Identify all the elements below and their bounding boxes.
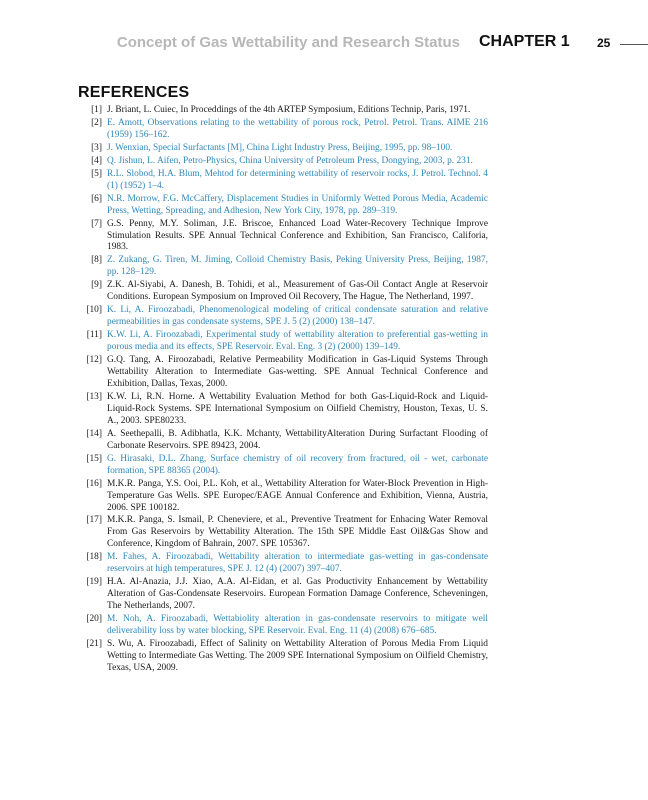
reference-text: H.A. Al-Anazia, J.J. Xiao, A.A. Al-Eidan, et al. Gas Productivity Enhancement by Wettability Alteration of Gas-Condensate Reservoirs. European Formation Damage Conference, Scheveningen, The Netherlands, 2007. bbox=[107, 577, 488, 612]
reference-item bbox=[74, 577, 488, 613]
reference-link-text[interactable]: Q. Jishun, L. Aifen, Petro-Physics, China University of Petroleum Press, Dongying, 2003, p. 231. bbox=[107, 155, 473, 166]
reference-text: S. Wu, A. Firoozabadi, Effect of Salinity on Wettability Alteration of Porous Media From Liquid Wetting to Intermediate Gas Wetting. The 2009 SPE International Symposium on Oilfield Chemistry, Texas, USA, 2009. bbox=[107, 638, 488, 673]
reference-number: [11] bbox=[86, 330, 102, 341]
reference-text: K.W. Li, R.N. Horne. A Wettability Evaluation Method for both Gas-Liquid-Rock and Liquid-Liquid-Rock Systems. SPE International Symposium on Oilfield Chemistry, Houston, Texas, U. S. A., 2003. SPE80233. bbox=[107, 391, 488, 426]
reference-text: J. Briant, L. Cuiec, In Proceddings of the 4th ARTEP Symposium, Editions Technip, Paris, 1971. bbox=[107, 105, 471, 115]
reference-text: M.K.R. Panga, Y.S. Ooi, P.L. Koh, et al., Wettability Alteration for Water-Block Prevention in High-Temperature Gas Wells. SPE Europec/EAGE Annual Conference and Exhibition, Vienna, Austria, 2006. SPE 100182. bbox=[107, 478, 488, 513]
reference-item bbox=[74, 219, 488, 255]
reference-number: [4] bbox=[91, 155, 102, 166]
reference-number: [14] bbox=[86, 428, 102, 439]
reference-link-text[interactable]: N.R. Morrow, F.G. McCaffery, Displacement Studies in Uniformly Wetted Porous Media, Academic Press, Wetting, Spreading, and Adhesion, New York City, 1978, pp. 289–319. bbox=[107, 193, 488, 216]
reference-number: [7] bbox=[91, 218, 102, 229]
reference-number: [19] bbox=[86, 577, 102, 588]
reference-text: M.K.R. Panga, S. Ismail, P. Cheneviere, et al., Preventive Treatment for Enhacing Water Removal From Gas Reservoirs by Wettability Alteration. The 15th SPE Middle East Oil&Gas Show and Conference, Kingdom of Bahrain, 2007. SPE 105367. bbox=[107, 515, 488, 550]
reference-link-text[interactable]: K.W. Li, A. Firoozabadi, Experimental study of wettability alteration to preferential gas-wetting in porous media and its effects, SPE Reservoir. Eval. Eng. 3 (2) (2000) 139–149. bbox=[107, 330, 488, 353]
reference-item[interactable] bbox=[74, 454, 488, 478]
reference-item[interactable] bbox=[74, 169, 488, 193]
reference-number: [10] bbox=[86, 305, 102, 316]
reference-text: G.Q. Tang, A. Firoozabadi, Relative Permeability Modification in Gas-Liquid Systems Through Wettability Alteration to Intermediate Gas-wetting. SPE Annual Technical Conference and Exhibition, Dallas, Texas, 2000. bbox=[107, 355, 488, 389]
reference-number: [17] bbox=[86, 515, 102, 526]
reference-item bbox=[74, 515, 488, 551]
reference-link-text[interactable]: Z. Zukang, G. Tiren, M. Jiming, Colloid Chemistry Basis, Peking University Press, Beijing, 1987, pp. 128–129. bbox=[107, 255, 488, 278]
header-rule bbox=[620, 44, 648, 45]
reference-item bbox=[74, 355, 488, 391]
reference-item[interactable] bbox=[74, 552, 488, 576]
reference-number: [16] bbox=[86, 478, 102, 489]
reference-text: Z.K. Al-Siyabi, A. Danesh, B. Tohidi, et al., Measurement of Gas-Oil Contact Angle at Reservoir Conditions. European Symposium on Improved Oil Recovery, The Hague, The Netherland, 1997. bbox=[107, 280, 488, 303]
reference-link-text[interactable]: R.L. Slobod, H.A. Blum, Mehtod for determining wettability of reservoir rocks, J. Petrol. Technol. 4 (1) (1952) 1–4. bbox=[107, 168, 488, 191]
reference-item[interactable] bbox=[74, 194, 488, 218]
reference-item bbox=[74, 479, 488, 515]
reference-link-text[interactable]: M. Noh, A. Firoozabadi, Wettabiolity alteration in gas-condensate reservoirs to mitigate well deliverability loss by water blocking, SPE Reservoir. Eval. Eng. 11 (4) (2008) 676–685. bbox=[107, 614, 488, 637]
reference-list bbox=[74, 105, 488, 676]
reference-item bbox=[74, 429, 488, 453]
reference-number: [5] bbox=[91, 168, 102, 179]
reference-item bbox=[74, 639, 488, 675]
reference-number: [15] bbox=[86, 453, 102, 464]
reference-number: [18] bbox=[86, 552, 102, 563]
reference-number: [1] bbox=[91, 105, 102, 115]
reference-item bbox=[74, 392, 488, 428]
reference-number: [8] bbox=[91, 255, 102, 266]
reference-number: [9] bbox=[91, 280, 102, 291]
reference-link-text[interactable]: K. Li, A. Firoozabadi, Phenomenological modeling of critical condensate saturation and relative permeabilities in gas condensate systems, SPE J. 5 (2) (2000) 138–147. bbox=[107, 305, 488, 328]
reference-link-text[interactable]: E. Amott, Observations relating to the wettability of porous rock, Petrol. Petrol. Trans. AIME 216 (1959) 156–162. bbox=[107, 117, 488, 140]
reference-item[interactable] bbox=[74, 330, 488, 354]
reference-item[interactable] bbox=[74, 305, 488, 329]
page-number: 25 bbox=[597, 36, 611, 50]
reference-number: [6] bbox=[91, 193, 102, 204]
reference-item[interactable] bbox=[74, 614, 488, 638]
reference-text: A. Seethepalli, B. Adibhatla, K.K. Mchanty, WettabilityAlteration During Surfactant Flooding of Carbonate Reservoirs. SPE 89423, 2004. bbox=[107, 428, 488, 451]
running-header-title: Concept of Gas Wettability and Research Status bbox=[116, 34, 460, 51]
reference-item[interactable] bbox=[74, 118, 488, 142]
reference-number: [3] bbox=[91, 142, 102, 153]
reference-link-text[interactable]: M. Fahes, A. Firoozabadi, Wettability alteration to intermediate gas-wetting in gas-condensate reservoirs at high temperatures, SPE J. 12 (4) (2007) 397–407. bbox=[107, 552, 488, 575]
reference-text: G.S. Penny, M.Y. Soliman, J.E. Briscoe, Enhanced Load Water-Recovery Technique Improve Stimulation Results. SPE Annual Technical Conference and Exhibition, San Francisco, Califoria, 1983. bbox=[107, 218, 488, 253]
reference-link-text[interactable]: J. Wenxian, Special Surfactants [M], China Light Industry Press, Beijing, 1995, pp. 98–100. bbox=[107, 142, 453, 153]
references-heading: REFERENCES bbox=[78, 84, 190, 101]
reference-number: [20] bbox=[86, 614, 102, 625]
reference-item[interactable] bbox=[74, 255, 488, 279]
reference-item bbox=[74, 105, 488, 117]
chapter-label: CHAPTER 1 bbox=[479, 33, 570, 50]
reference-number: [2] bbox=[91, 117, 102, 128]
reference-number: [12] bbox=[86, 355, 102, 366]
reference-number: [21] bbox=[86, 638, 102, 649]
reference-link-text[interactable]: G. Hirasaki, D.L. Zhang, Surface chemistry of oil recovery from fractured, oil - wet, carbonate formation, SPE 88365 (2004). bbox=[107, 453, 488, 476]
reference-item[interactable] bbox=[74, 143, 488, 155]
reference-number: [13] bbox=[86, 391, 102, 402]
reference-item[interactable] bbox=[74, 156, 488, 168]
reference-item bbox=[74, 280, 488, 304]
